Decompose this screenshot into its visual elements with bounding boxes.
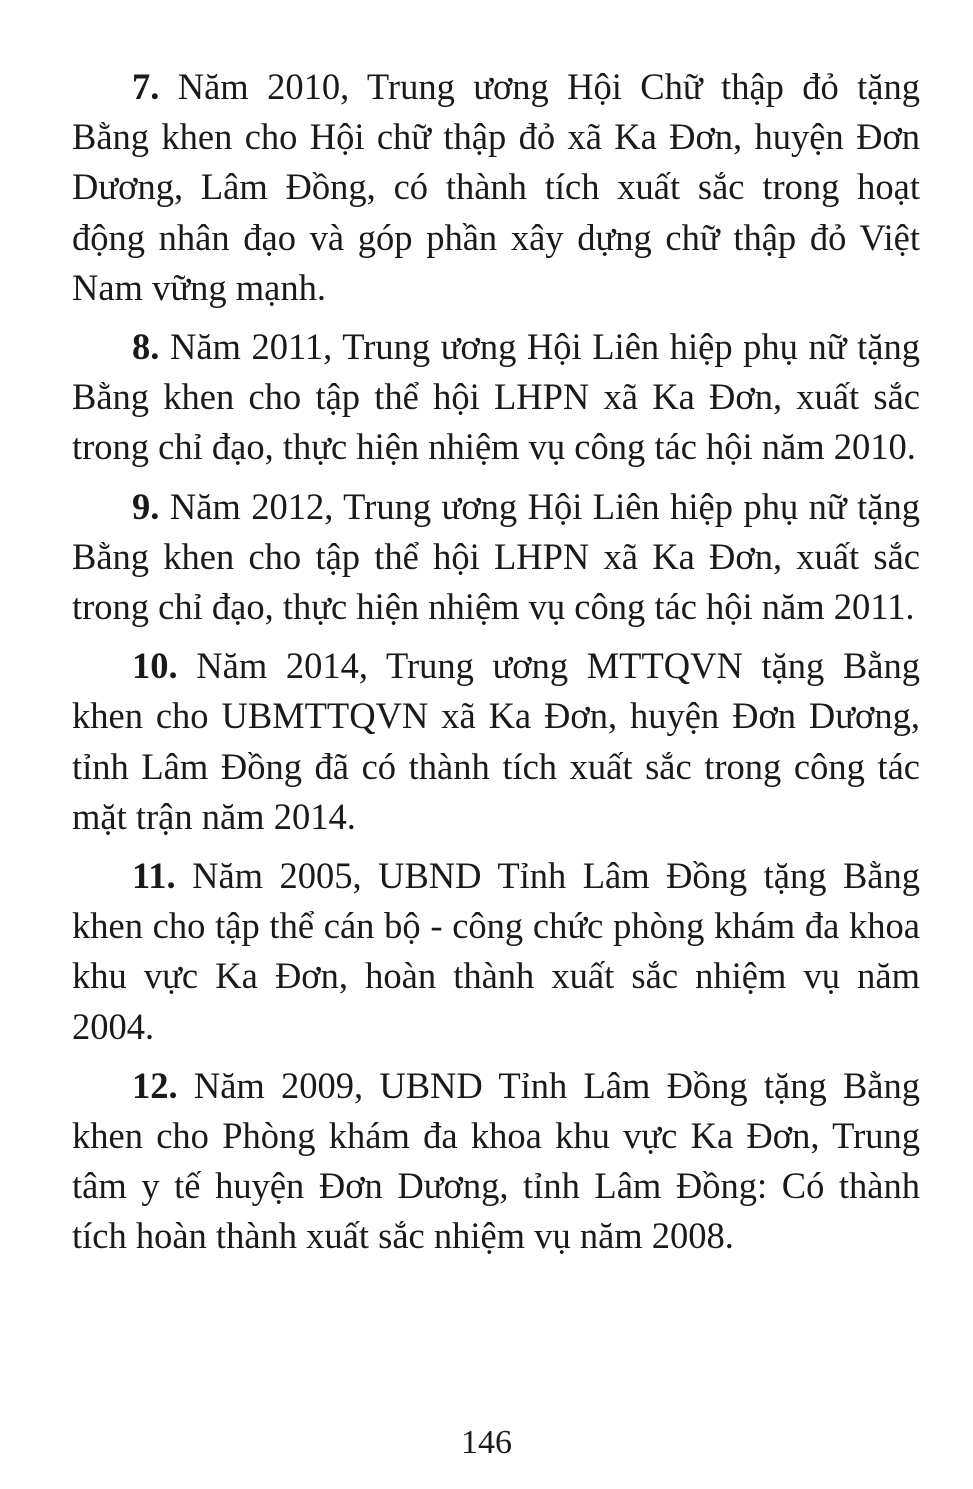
list-item xyxy=(72,1061,920,1262)
page-number: 146 xyxy=(461,1424,512,1461)
item-text: Năm 2012, Trung ương Hội Liên hiệp phụ nữ tặng Bằng khen cho tập thể hội LHPN xã Ka Đơn, xuất sắc trong chỉ đạo, thực hiện nhiệm vụ công tác hội năm 2011. xyxy=(72,485,920,628)
item-number: 9. xyxy=(132,485,160,527)
list-item xyxy=(72,322,920,473)
item-number: 10. xyxy=(132,645,178,687)
list-item xyxy=(72,482,920,633)
list-item xyxy=(72,851,920,1052)
item-text: Năm 2011, Trung ương Hội Liên hiệp phụ nữ tặng Bằng khen cho tập thể hội LHPN xã Ka Đơn, xuất sắc trong chỉ đạo, thực hiện nhiệm vụ công tác hội năm 2010. xyxy=(72,326,920,468)
item-number: 8. xyxy=(132,326,160,368)
item-text: Năm 2005, UBND Tỉnh Lâm Đồng tặng Bằng khen cho tập thể cán bộ - công chức phòng khám đa khoa khu vực Ka Đơn, hoàn thành xuất sắc nhiệm vụ năm 2004. xyxy=(72,855,920,1047)
item-number: 11. xyxy=(132,855,176,897)
document-page xyxy=(72,62,920,1271)
item-number: 7. xyxy=(132,66,160,107)
list-item xyxy=(72,62,920,313)
list-item xyxy=(72,641,920,842)
item-number: 12. xyxy=(132,1064,178,1106)
item-text: Năm 2010, Trung ương Hội Chữ thập đỏ tặng Bằng khen cho Hội chữ thập đỏ xã Ka Đơn, huyện Đơn Dương, Lâm Đồng, có thành tích xuất sắc trong hoạt động nhân đạo và góp phần xây dựng chữ thập đỏ Việt Nam vững mạnh. xyxy=(72,66,920,308)
item-text: Năm 2014, Trung ương MTTQVN tặng Bằng khen cho UBMTTQVN xã Ka Đơn, huyện Đơn Dương, tỉnh Lâm Đồng đã có thành tích xuất sắc trong công tác mặt trận năm 2014. xyxy=(72,645,920,837)
item-text: Năm 2009, UBND Tỉnh Lâm Đồng tặng Bằng khen cho Phòng khám đa khoa khu vực Ka Đơn, Trung tâm y tế huyện Đơn Dương, tỉnh Lâm Đồng: Có thành tích hoàn thành xuất sắc nhiệm vụ năm 2008. xyxy=(72,1064,920,1257)
